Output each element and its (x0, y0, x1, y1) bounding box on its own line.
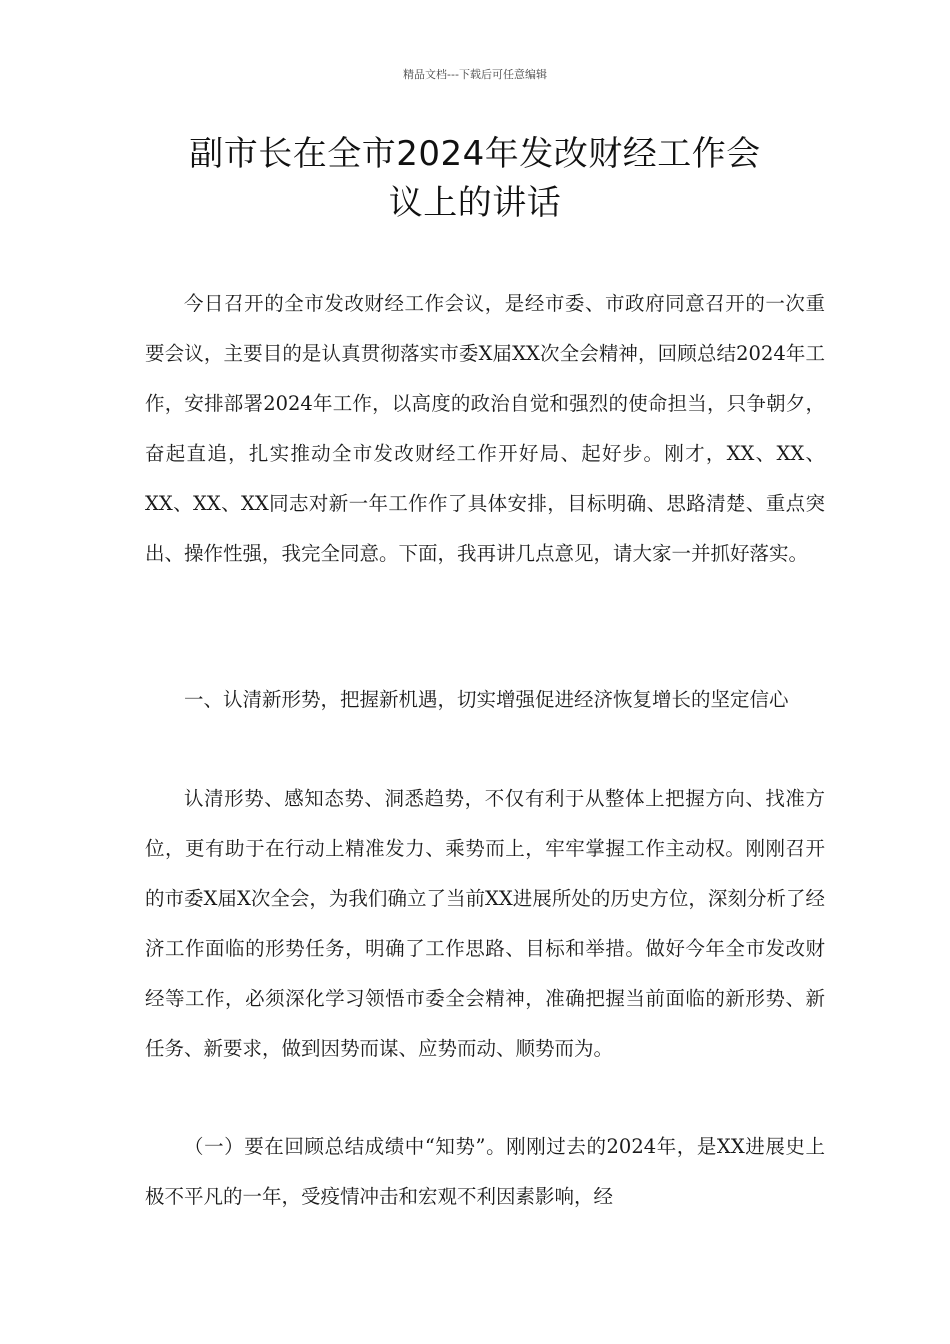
title-line-1: 副市长在全市2024年发改财经工作会 (189, 134, 761, 174)
section-heading: 一、认清新形势，把握新机遇，切实增强促进经济恢复增长的坚定信心 (184, 688, 789, 711)
section-paragraph-block (145, 774, 825, 1074)
intro-paragraph-block (145, 279, 825, 579)
header-note: 精品文档---下载后可任意编辑 (403, 68, 547, 81)
subsection-paragraph: （一）要在回顾总结成绩中“知势”。刚刚过去的2024年，是XX进展史上极不平凡的一年，受疫情冲击和宏观不利因素影响，经 (145, 1135, 825, 1208)
section-heading-block (145, 675, 825, 725)
document-title (150, 130, 800, 228)
intro-paragraph: 今日召开的全市发改财经工作会议，是经市委、市政府同意召开的一次重要会议，主要目的是认真贯彻落实市委X届XX次全会精神，回顾总结2024年工作，安排部署2024年工作，以高度的政治自觉和强烈的使命担当，只争朝夕，奋起直追，扎实推动全市发改财经工作开好局、起好步。刚才，XX、XX、XX、XX、XX同志对新一年工作作了具体安排，目标明确、思路清楚、重点突出、操作性强，我完全同意。下面，我再讲几点意见，请大家一并抓好落实。 (145, 292, 825, 565)
subsection-paragraph-block (145, 1122, 825, 1222)
section-paragraph: 认清形势、感知态势、洞悉趋势，不仅有利于从整体上把握方向、找准方位，更有助于在行动上精准发力、乘势而上，牢牢掌握工作主动权。刚刚召开的市委X届X次全会，为我们确立了当前XX进展所处的历史方位，深刻分析了经济工作面临的形势任务，明确了工作思路、目标和举措。做好今年全市发改财经等工作，必须深化学习领悟市委全会精神，准确把握当前面临的新形势、新任务、新要求，做到因势而谋、应势而动、顺势而为。 (145, 787, 825, 1060)
title-line-2: 议上的讲话 (388, 183, 562, 223)
